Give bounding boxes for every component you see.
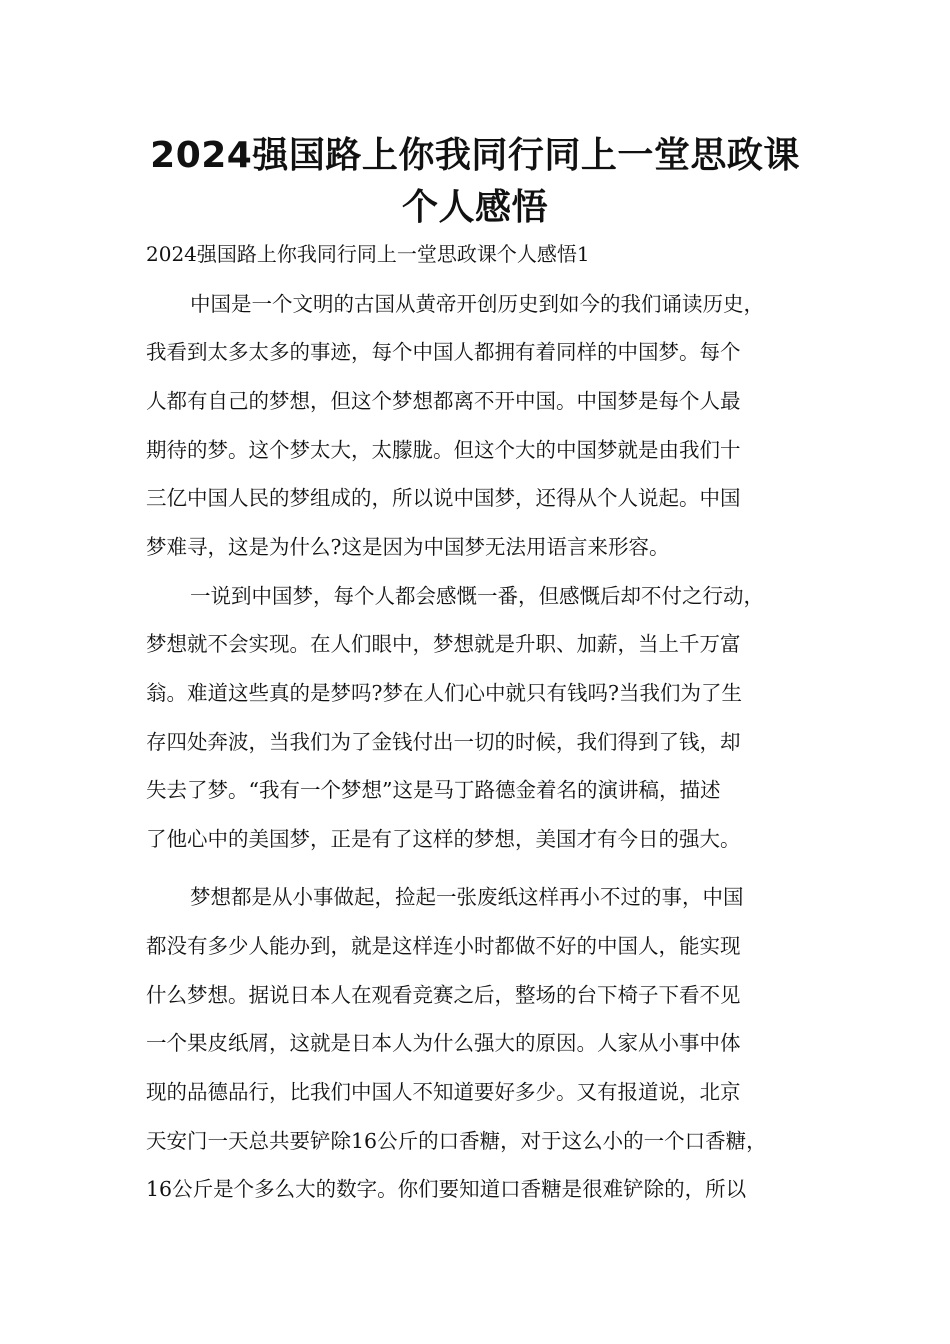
document-title-line-1: 2024强国路上你我同行同上一堂思政课 — [150, 135, 800, 176]
paragraph-line: 一说到中国梦，每个人都会感慨一番，但感慨后却不付之行动， — [190, 584, 764, 608]
paragraph-line: 梦想就不会实现。在人们眼中，梦想就是升职、加薪，当上千万富 — [146, 632, 741, 656]
paragraph-line: 都没有多少人能办到，就是这样连小时都做不好的中国人，能实现 — [146, 934, 741, 958]
paragraph-line: 了他心中的美国梦，正是有了这样的梦想，美国才有今日的强大。 — [146, 827, 741, 851]
paragraph-line: 天安门一天总共要铲除16公斤的口香糖，对于这么小的一个口香糖， — [146, 1129, 767, 1153]
paragraph-line: 期待的梦。这个梦太大，太朦胧。但这个大的中国梦就是由我们十 — [146, 438, 741, 462]
paragraph-line: 梦难寻，这是为什么?这是因为中国梦无法用语言来形容。 — [146, 535, 670, 559]
paragraph-line: 一个果皮纸屑，这就是日本人为什么强大的原因。人家从小事中体 — [146, 1031, 741, 1055]
paragraph-line: 我看到太多太多的事迹，每个中国人都拥有着同样的中国梦。每个 — [146, 340, 741, 364]
paragraph-line: 梦想都是从小事做起，捡起一张废纸这样再小不过的事，中国 — [190, 885, 744, 909]
section-heading: 2024强国路上你我同行同上一堂思政课个人感悟1 — [146, 242, 590, 266]
paragraph-line: 三亿中国人民的梦组成的，所以说中国梦，还得从个人说起。中国 — [146, 486, 741, 510]
paragraph-line: 人都有自己的梦想，但这个梦想都离不开中国。中国梦是每个人最 — [146, 389, 741, 413]
paragraph-line: 失去了梦。“我有一个梦想”这是马丁路德金着名的演讲稿，描述 — [146, 778, 721, 802]
document-title-line-2: 个人感悟 — [401, 187, 548, 228]
paragraph-line: 存四处奔波，当我们为了金钱付出一切的时候，我们得到了钱，却 — [146, 730, 741, 754]
paragraph-line: 中国是一个文明的古国从黄帝开创历史到如今的我们诵读历史， — [190, 292, 764, 316]
paragraph-line: 现的品德品行，比我们中国人不知道要好多少。又有报道说，北京 — [146, 1080, 741, 1104]
paragraph-line: 16公斤是个多么大的数字。你们要知道口香糖是很难铲除的，所以 — [146, 1177, 747, 1201]
paragraph-line: 什么梦想。据说日本人在观看竞赛之后，整场的台下椅子下看不见 — [146, 983, 741, 1007]
paragraph-line: 翁。难道这些真的是梦吗?梦在人们心中就只有钱吗?当我们为了生 — [146, 681, 742, 705]
